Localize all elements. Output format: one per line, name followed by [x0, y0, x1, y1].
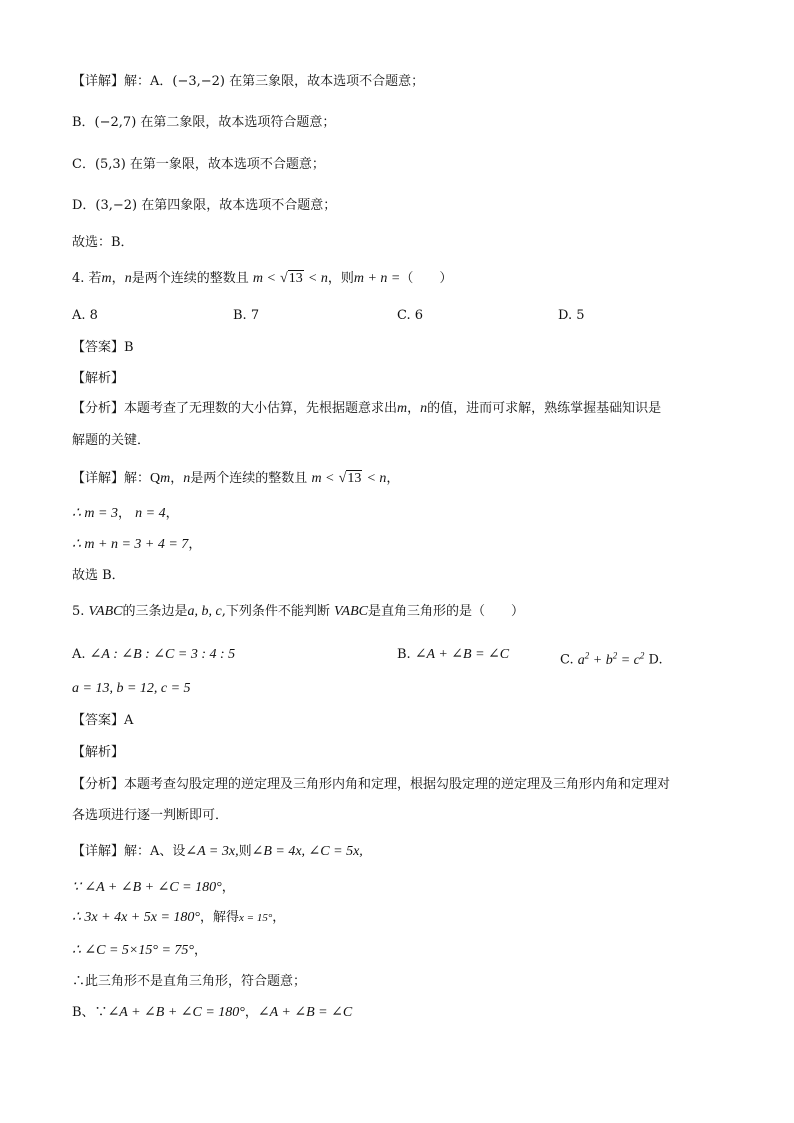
text: 【详解】解：A、设	[72, 844, 186, 859]
text: 的值，进而可求解，熟练掌握基础知识是	[427, 401, 662, 416]
text: ，	[117, 506, 131, 521]
math: ∵ ∠A + ∠B + ∠C = 180°	[72, 880, 222, 895]
math: ∴ ∠C = 5×15° = 75°	[72, 943, 195, 958]
math: m	[160, 471, 171, 486]
math: ∠A + ∠B + ∠C = 180°	[107, 1005, 245, 1020]
math: ∠A : ∠B : ∠C = 3 : 4 : 5	[89, 647, 236, 662]
text: 4. 若	[72, 271, 102, 286]
text: ，	[111, 271, 125, 286]
text: ，则	[327, 271, 354, 286]
option-label: B.	[397, 647, 411, 662]
option-label: C.	[560, 652, 574, 668]
sqrt-expression: √13	[338, 471, 362, 486]
text-line: ∴此三角形不是直角三角形，符合题意；	[72, 974, 307, 989]
answer-label: 【答案】A	[72, 713, 134, 728]
text: 是直角三角形的是（ ）	[368, 604, 525, 619]
option-b: B. 7	[233, 308, 260, 323]
math: m	[101, 271, 112, 286]
math: VABC	[88, 604, 123, 619]
text-line: 故选：B．	[72, 235, 134, 250]
text: 则	[238, 844, 252, 859]
text-line: 解题的关键．	[72, 433, 151, 448]
text-line: 各选项进行逐一判断即可．	[72, 808, 229, 823]
sqrt-expression: √13	[280, 271, 303, 286]
text-line: 【详解】解：A．(−3,−2) 在第三象限，故本选项不合题意；	[72, 74, 425, 89]
math: < n	[366, 471, 387, 486]
symbol: Q	[150, 471, 161, 486]
math: ∠A + ∠B = ∠C	[257, 1005, 353, 1020]
text-line	[72, 536, 201, 554]
radicand: 13	[347, 471, 362, 486]
text: ，	[165, 506, 179, 521]
math: m + n =	[353, 271, 401, 286]
option-c: C. 6	[397, 308, 424, 323]
math: a, b, c	[187, 604, 222, 619]
option-c	[560, 646, 663, 670]
math: ∴ 3x + 4x + 5x = 180°	[72, 910, 200, 925]
option-label: A.	[72, 647, 86, 662]
text-line	[72, 843, 363, 861]
text: ，解得	[200, 910, 240, 925]
text-line	[72, 942, 207, 960]
text-line: D．(3,−2) 在第四象限，故本选项不合题意；	[72, 198, 337, 213]
text: ，	[170, 471, 184, 486]
math: ∠A = 3x,	[185, 844, 239, 859]
option-d	[72, 680, 191, 698]
math: m <	[311, 471, 335, 486]
math: n = 4	[135, 506, 166, 521]
math: < n	[307, 271, 328, 286]
text: ，	[386, 471, 400, 486]
text: （ ）	[400, 271, 453, 286]
math: a = 13, b = 12, c = 5	[72, 681, 191, 696]
text-line	[72, 400, 661, 418]
math: VABC	[334, 604, 368, 619]
text: ，	[407, 401, 421, 416]
math: n	[183, 471, 191, 486]
text: 是两个连续的整数且	[190, 471, 308, 486]
option-label: D.	[648, 652, 663, 668]
text: ，	[188, 537, 202, 552]
text-line: 故选 B．	[72, 568, 125, 583]
answer-label: 【答案】B	[72, 340, 134, 355]
option-d: D. 5	[558, 308, 585, 323]
text-line	[72, 1004, 352, 1022]
radicand: 13	[288, 271, 303, 286]
math: x = 15°	[239, 912, 273, 924]
question-4	[72, 270, 452, 288]
math: ∠B = 4x, ∠C = 5x,	[251, 844, 363, 859]
option-a: A. 8	[72, 308, 98, 323]
math: ∠A + ∠B = ∠C	[414, 647, 510, 662]
text: ，	[221, 880, 235, 895]
text-line: 【分析】本题考查勾股定理的逆定理及三角形内角和定理，根据勾股定理的逆定理及三角形内角和定理对	[72, 777, 671, 792]
text: 是两个连续的整数且	[131, 271, 249, 286]
text-line: B．(−2,7) 在第二象限，故本选项符合题意；	[72, 115, 336, 130]
text: ，	[194, 943, 208, 958]
text: 的三条边是	[122, 604, 188, 619]
analysis-label: 【解析】	[72, 745, 125, 760]
math: m	[397, 401, 408, 416]
analysis-label: 【解析】	[72, 371, 125, 386]
math: m <	[252, 271, 276, 286]
math: n	[124, 271, 132, 286]
math: ∴ m + n = 3 + 4 = 7	[72, 537, 189, 552]
option-a	[72, 646, 235, 664]
text: B、∵	[72, 1005, 108, 1020]
text-line	[72, 470, 399, 488]
text-line	[72, 879, 235, 897]
text: 【分析】本题考查了无理数的大小估算，先根据题意求出	[72, 401, 398, 416]
text: 【详解】解：	[72, 471, 151, 486]
question-5	[72, 603, 524, 621]
text: 5.	[72, 604, 85, 619]
option-b	[397, 646, 509, 664]
text: ,下列条件不能判断	[221, 604, 330, 619]
text: ，	[244, 1005, 258, 1020]
math: ∴ m = 3	[72, 506, 118, 521]
math: $a^2 + b^2 = c^2$	[577, 650, 645, 668]
text: ，	[272, 910, 286, 925]
text-line: C．(5,3) 在第一象限，故本选项不合题意；	[72, 157, 325, 172]
math: n	[420, 401, 428, 416]
text-line	[72, 909, 285, 927]
text-line	[72, 505, 179, 523]
